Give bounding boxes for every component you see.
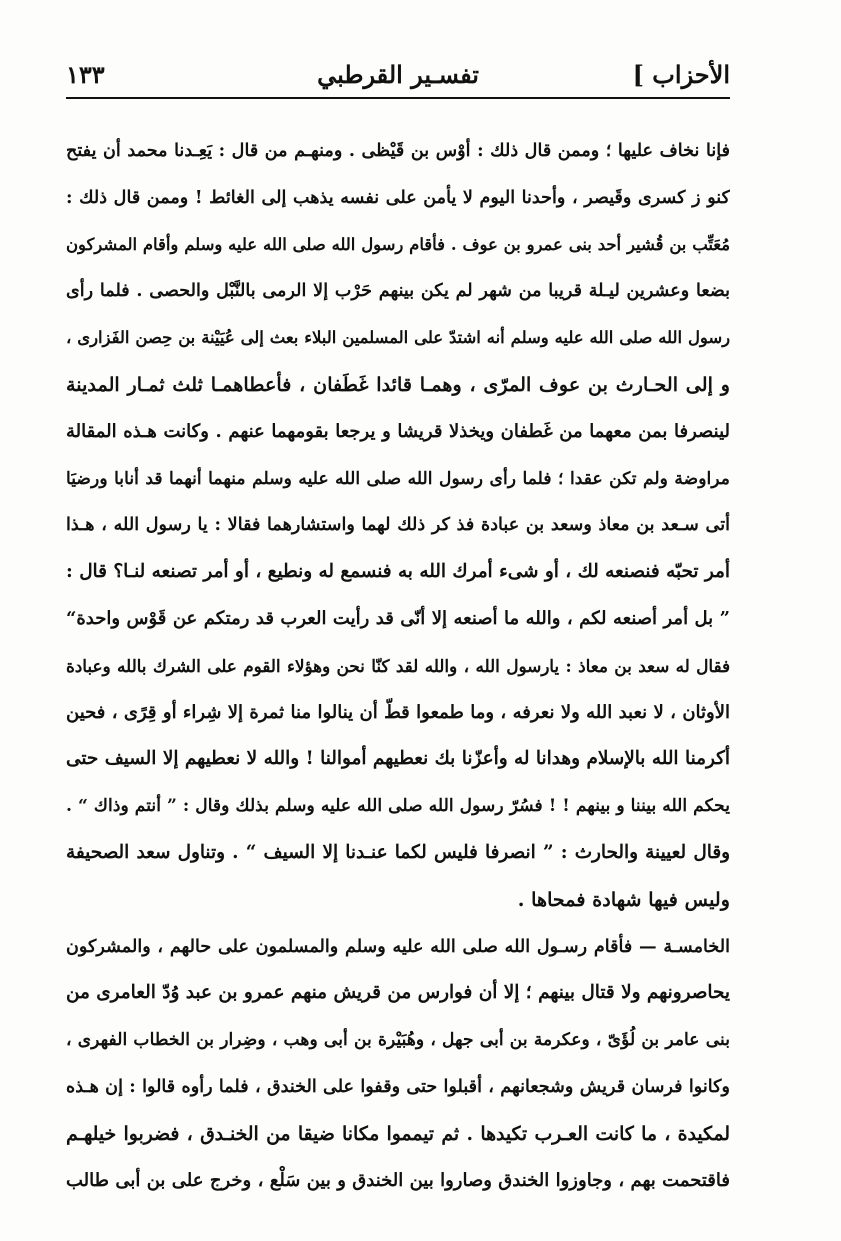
header-rule bbox=[66, 97, 730, 99]
text-line: بنى عامر بن لُؤَىّ ، وعكرمة بن أبى جهل ، وهُبَيْرة بن أبى وهب ، وضِرار بن الخطاب الفهرى ، bbox=[66, 1030, 730, 1051]
text-line: وليس فيها شهادة فمحاها . bbox=[517, 887, 730, 911]
page-number: ١٣٣ bbox=[66, 60, 105, 89]
text-line: فإنا نخاف عليها ؛ وممن قال ذلك : أوْس بن قَيْظى . ومنهـم من قال : يَعِـدنا محمد أن يفتح bbox=[66, 140, 730, 161]
text-line: أكرمنا الله بالإسلام وهدانا له وأعزّنا بك نعطيهم أموالنا ! والله لا نعطيهم إلا السيف حتى bbox=[66, 748, 730, 770]
page-body bbox=[66, 128, 730, 1204]
text-line: لينصرفا بمن معهما من غَطفان ويخذلا قريشا و يرجعا بقومهما عنهم . وكانت هـذه المقالة bbox=[66, 420, 730, 442]
text-line: الأوثان ، لا نعبد الله ولا نعرفه ، وما طمعوا قطّ أن ينالوا منا ثمرة إلا شِراء أو قِرًى ، فحين bbox=[66, 701, 730, 723]
section-title: الأحزاب ] bbox=[632, 60, 730, 89]
text-line: وقال لعيينة والحارث : ” انصرفا فليس لكما عنـدنا إلا السيف “ . وتناول سعد الصحيفة bbox=[66, 841, 730, 863]
text-line: و إلى الحـارث بن عوف المرّى ، وهمـا قائدا غَطَفان ، فأعطاهمـا ثلث ثمـار المدينة bbox=[66, 372, 730, 396]
running-header bbox=[66, 58, 730, 96]
text-line: الخامسـة — فأقام رسـول الله صلى الله عليه وسلم والمسلمون على حالهم ، والمشركون bbox=[66, 935, 730, 957]
paragraph bbox=[66, 128, 730, 924]
text-line: كنو ز كسرى وقَيصر ، وأحدنا اليوم لا يأمن على نفسه يذهب إلى الغائط ! وممن قال ذلك : bbox=[66, 186, 730, 208]
text-line: أمر تحبّه فنصنعه لك ، أو شىء أمرك الله به فنسمع له ونطيع ، أو أمر تصنعه لنـا؟ قال : bbox=[66, 561, 730, 583]
text-line: أتى سـعد بن معاذ وسعد بن عبادة فذ كر ذلك لهما واستشارهما فقالا : يا رسول الله ، هـذا bbox=[66, 514, 730, 536]
paragraph bbox=[66, 924, 730, 1205]
text-line: وكانوا فرسان قريش وشجعانهم ، أقبلوا حتى وقفوا على الخندق ، فلما رأوه قالوا : إن هـذه bbox=[66, 1075, 730, 1097]
text-line: رسول الله صلى الله عليه وسلم أنه اشتدّ على المسلمين البلاء بعث إلى عُيَيْنة بن حِصن الفَزارى ، bbox=[66, 328, 730, 348]
text-line: مراوضة ولم تكن عقدا ؛ فلما رأى رسول الله صلى الله عليه وسلم منهما أنهما قد أنابا ورضيَا bbox=[66, 468, 730, 489]
text-line: يحاصرونهم ولا قتال بينهم ؛ إلا أن فوارس من قريش منهم عمرو بن عبد وُدّ العامرى من bbox=[66, 982, 730, 1004]
text-line: ” بل أمر أصنعه لكم ، والله ما أصنعه إلا أنّى قد رأيت العرب قد رمتكم عن قَوْس واحدة“ bbox=[66, 607, 730, 629]
text-line: فاقتحمت بهم ، وجاوزوا الخندق وصاروا بين الخندق و بين سَلْع ، وخرج على بن أبى طالب bbox=[66, 1169, 730, 1191]
text-line: يحكم الله بيننا و بينهم ! ! فسُرّ رسول الله صلى الله عليه وسلم بذلك وقال : ” أنتم وذاك “ . bbox=[66, 796, 730, 817]
text-line: مُعَتِّب بن قُشير أحد بنى عمرو بن عوف . فأقام رسول الله صلى الله عليه وسلم وأقام المشركون bbox=[66, 234, 730, 254]
book-title: تفسـير القرطبي bbox=[317, 60, 479, 89]
text-line: فقال له سعد بن معاذ : يارسول الله ، والله لقد كنّا نحن وهؤلاء القوم على الشرك بالله وعبادة bbox=[66, 655, 730, 676]
text-line: لمكيدة ، ما كانت العـرب تكيدها . ثم تيمموا مكانا ضيقا من الخنـدق ، فضربوا خيلهـم bbox=[66, 1122, 730, 1145]
text-line: بضعا وعشرين ليـلة قريبا من شهر لم يكن بينهم حَرْب إلا الرمى بالنَّبْل والحصى . فلما رأى bbox=[66, 280, 730, 302]
